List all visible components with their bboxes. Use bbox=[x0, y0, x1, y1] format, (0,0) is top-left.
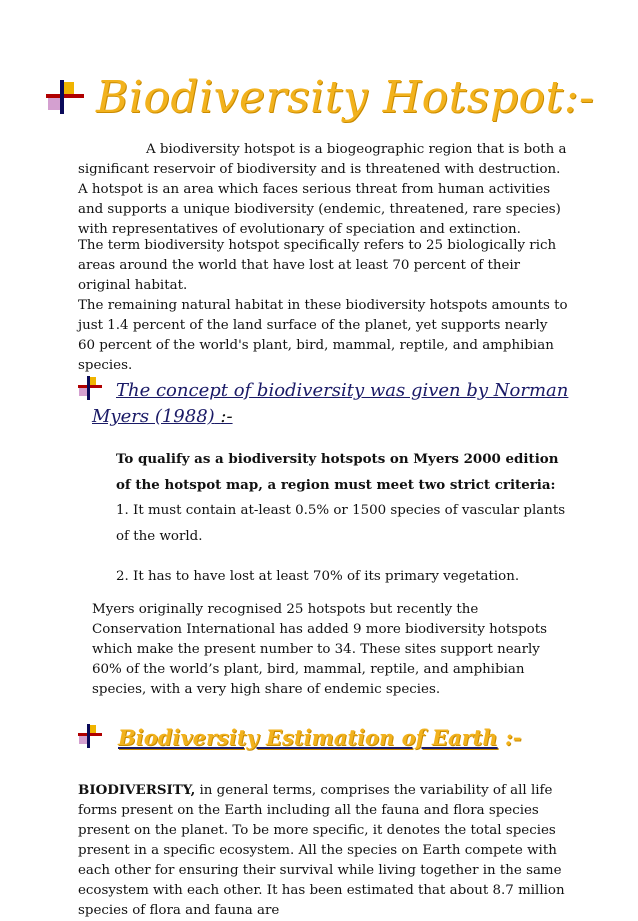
section2-bullet-icon bbox=[78, 724, 102, 748]
section2-body: in general terms, comprises the variability of all life forms present on the Earth including all the fauna and flora species present on the planet. To be more specific, it denotes the total species present in a specific ecosystem. All the species on Earth compete with each other for ensuring their survival while living together in the same ecosystem with each other. It has been estimated that about 8.7 million species of flora and fauna are bbox=[78, 783, 565, 918]
section1-paragraph: Myers originally recognised 25 hotspots but recently the Conservation International has added 9 more biodiversity hotspots which make the present number to 34. These sites support nearly 60% of the world’s plant, bird, mammal, reptile, and amphibian species, with a very high share of endemic species. bbox=[92, 602, 547, 697]
title-bullet-icon bbox=[46, 80, 84, 114]
criteria-intro: To qualify as a biodiversity hotspots on Myers 2000 edition of the hotspot map, a region must meet two strict criteria: bbox=[116, 451, 559, 493]
intro-paragraph-1: A biodiversity hotspot is a biogeographic region that is both a significant reservoir of biodiversity and is threatened with destruction. A hotspot is an area which faces serious threat from human activities and supports a unique biodiversity (endemic, threatened, rare species) with representatives of evolutionary of speciation and extinction. bbox=[78, 142, 567, 237]
section2-heading: Biodiversity Estimation of Earth :- bbox=[118, 725, 522, 750]
intro-paragraph-2: The term biodiversity hotspot specifically refers to 25 biologically rich areas around the world that have lost at least 70 percent of their original habitat. bbox=[78, 238, 557, 293]
section2-paragraph bbox=[78, 780, 568, 921]
section2-lead: BIODIVERSITY, bbox=[78, 782, 196, 798]
criterion-1: 1. It must contain at-least 0.5% or 1500 species of vascular plants of the world. bbox=[116, 503, 566, 544]
section1-heading: The concept of biodiversity was given by Norman Myers (1988) :- bbox=[92, 380, 569, 427]
page-title: Biodiversity Hotspot:- bbox=[96, 72, 595, 123]
intro-paragraph-3: The remaining natural habitat in these biodiversity hotspots amounts to just 1.4 percent of the land surface of the planet, yet supports nearly 60 percent of the world's plant, bird, mammal, reptile, and amphibian species. bbox=[78, 298, 568, 373]
criterion-2: 2. It has to have lost at least 70% of its primary vegetation. bbox=[116, 569, 520, 584]
